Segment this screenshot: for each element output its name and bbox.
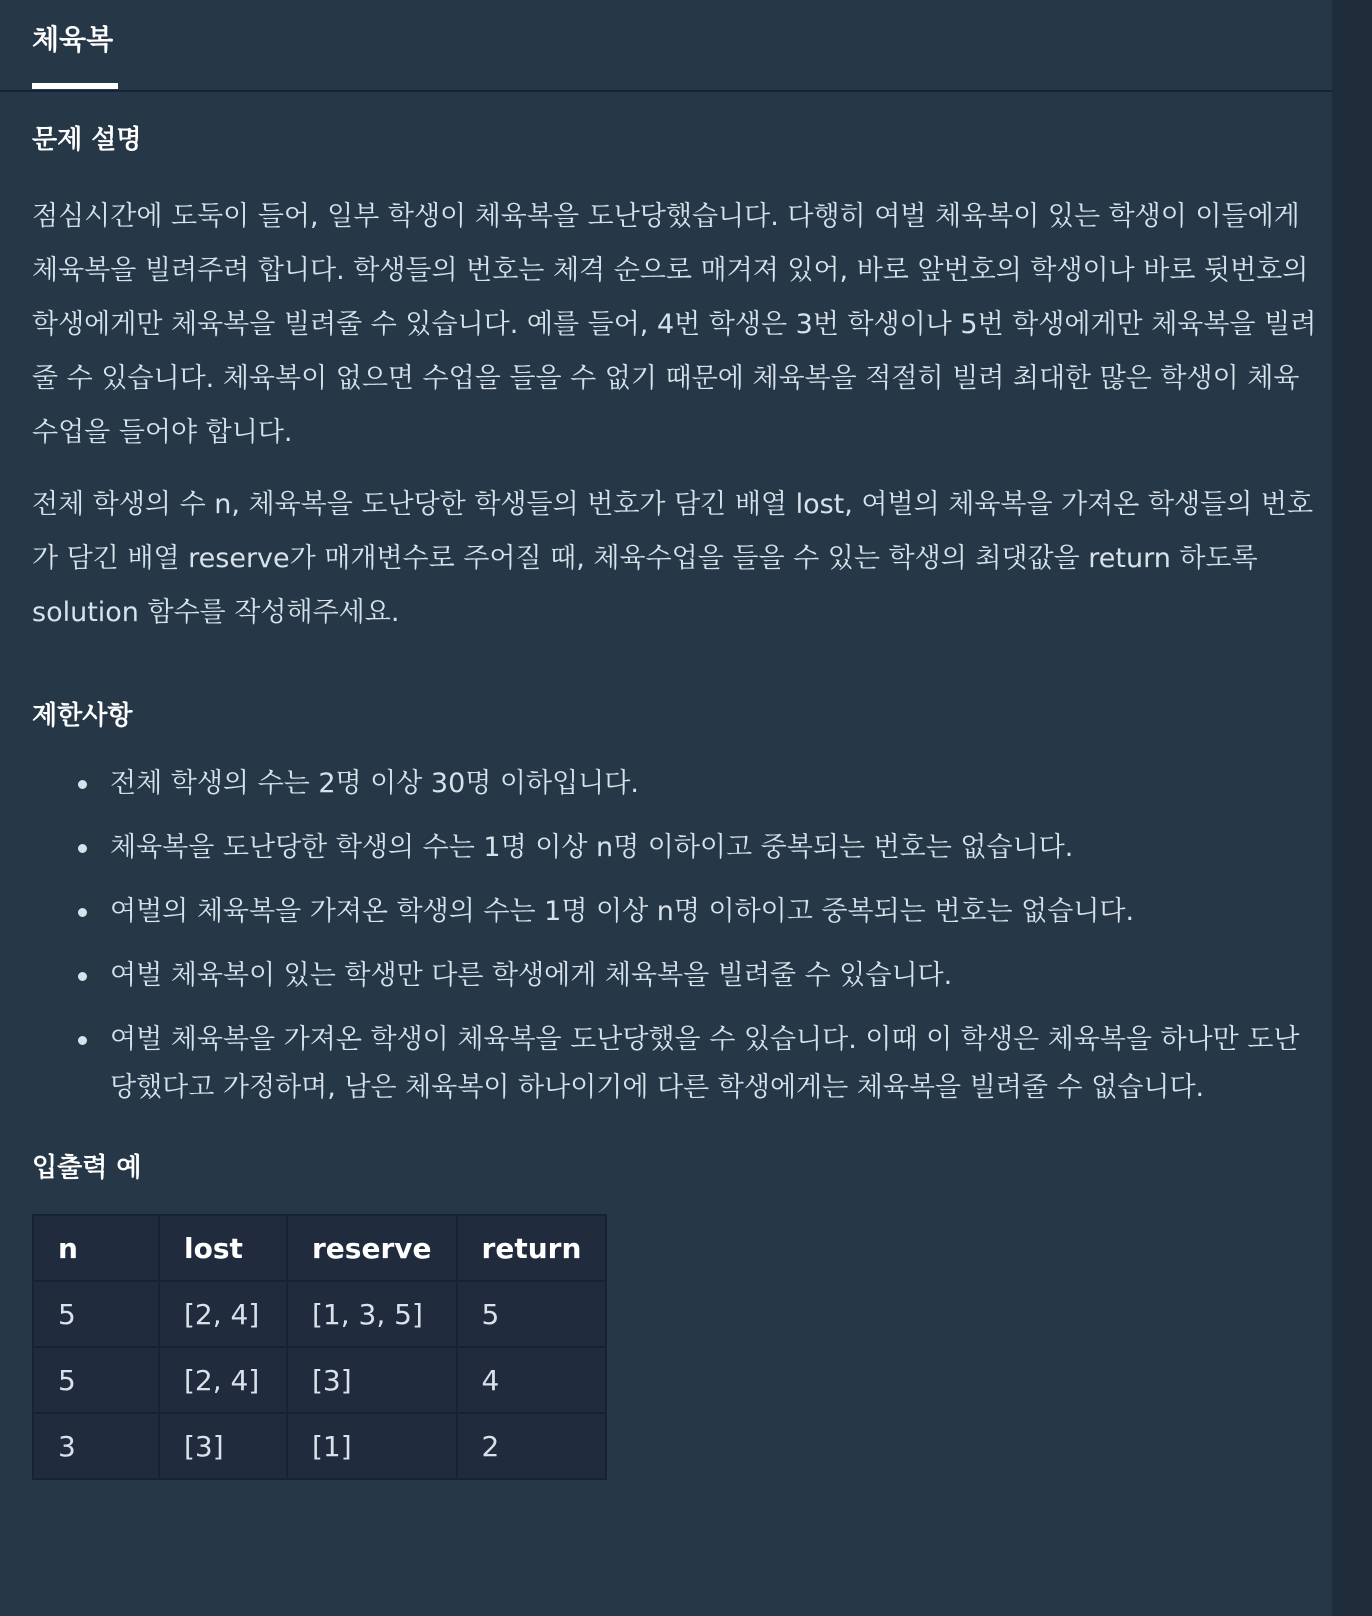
cell-lost: [2, 4] bbox=[159, 1347, 287, 1413]
cell-return: 2 bbox=[457, 1413, 607, 1479]
cell-reserve: [1, 3, 5] bbox=[287, 1281, 457, 1347]
cell-return: 5 bbox=[457, 1281, 607, 1347]
cell-return: 4 bbox=[457, 1347, 607, 1413]
description-paragraph: 점심시간에 도둑이 들어, 일부 학생이 체육복을 도난당했습니다. 다행히 여벌 체육복이 있는 학생이 이들에게 체육복을 빌려주려 합니다. 학생들의 번호는 체격 순으로 매겨져 있어, 바로 앞번호의 학생이나 바로 뒷번호의 학생에게만 체육복을 빌려줄 수 있습니다. 예를 들어, 4번 학생은 3번 학생이나 5번 학생에게만 체육복을 빌려줄 수 있습니다. 체육복이 없으면 수업을 들을 수 없기 때문에 체육복을 적절히 빌려 최대한 많은 학생이 체육수업을 들어야 합니다. bbox=[32, 201, 1317, 448]
active-tab-indicator bbox=[32, 83, 118, 89]
cell-reserve: [3] bbox=[287, 1347, 457, 1413]
limits-item-text: 여벌의 체육복을 가져온 학생의 수는 1명 이상 n명 이하이고 중복되는 번호는 없습니다. bbox=[110, 896, 1135, 927]
cell-lost: [3] bbox=[159, 1413, 287, 1479]
bullet-icon bbox=[78, 908, 87, 917]
limits-item bbox=[110, 824, 1322, 872]
tab-problem-title[interactable]: 체육복 bbox=[32, 23, 114, 56]
column-header-n: n bbox=[33, 1215, 159, 1281]
column-header-lost: lost bbox=[159, 1215, 287, 1281]
cell-n: 3 bbox=[33, 1413, 159, 1479]
cell-reserve: [1] bbox=[287, 1413, 457, 1479]
limits-item-text: 여벌 체육복이 있는 학생만 다른 학생에게 체육복을 빌려줄 수 있습니다. bbox=[110, 960, 953, 991]
limits-item bbox=[110, 952, 1322, 1000]
problem-description bbox=[32, 118, 1322, 1480]
limits-item bbox=[110, 1016, 1322, 1112]
limits-heading: 제한사항 bbox=[32, 701, 133, 731]
bullet-icon bbox=[78, 780, 87, 789]
table-header-row bbox=[33, 1215, 606, 1281]
column-header-return: return bbox=[457, 1215, 607, 1281]
bullet-icon bbox=[78, 972, 87, 981]
cell-n: 5 bbox=[33, 1347, 159, 1413]
column-header-reserve: reserve bbox=[287, 1215, 457, 1281]
limits-item bbox=[110, 888, 1322, 936]
cell-lost: [2, 4] bbox=[159, 1281, 287, 1347]
bullet-icon bbox=[78, 1036, 87, 1045]
bullet-icon bbox=[78, 844, 87, 853]
limits-item-text: 여벌 체육복을 가져온 학생이 체육복을 도난당했을 수 있습니다. 이때 이 학생은 체육복을 하나만 도난당했다고 가정하며, 남은 체육복이 하나이기에 다른 학생에게는 체육복을 빌려줄 수 없습니다. bbox=[110, 1024, 1300, 1103]
limits-item-text: 전체 학생의 수는 2명 이상 30명 이하입니다. bbox=[110, 768, 639, 799]
table-row bbox=[33, 1413, 606, 1479]
limits-list bbox=[32, 760, 1322, 1112]
limits-item bbox=[110, 760, 1322, 808]
cell-n: 5 bbox=[33, 1281, 159, 1347]
scroll-gutter bbox=[1332, 0, 1372, 1616]
io-example-heading: 입출력 예 bbox=[32, 1153, 142, 1183]
description-paragraph: 전체 학생의 수 n, 체육복을 도난당한 학생들의 번호가 담긴 배열 lost, 여벌의 체육복을 가져온 학생들의 번호가 담긴 배열 reserve가 매개변수로 주어질 때, 체육수업을 들을 수 있는 학생의 최댓값을 return 하도록 solution 함수를 작성해주세요. bbox=[32, 489, 1314, 628]
table-row bbox=[33, 1281, 606, 1347]
table-row bbox=[33, 1347, 606, 1413]
tab-bar bbox=[0, 0, 1332, 92]
description-heading: 문제 설명 bbox=[32, 125, 142, 155]
io-example-table bbox=[32, 1214, 607, 1480]
limits-item-text: 체육복을 도난당한 학생의 수는 1명 이상 n명 이하이고 중복되는 번호는 없습니다. bbox=[110, 832, 1074, 863]
